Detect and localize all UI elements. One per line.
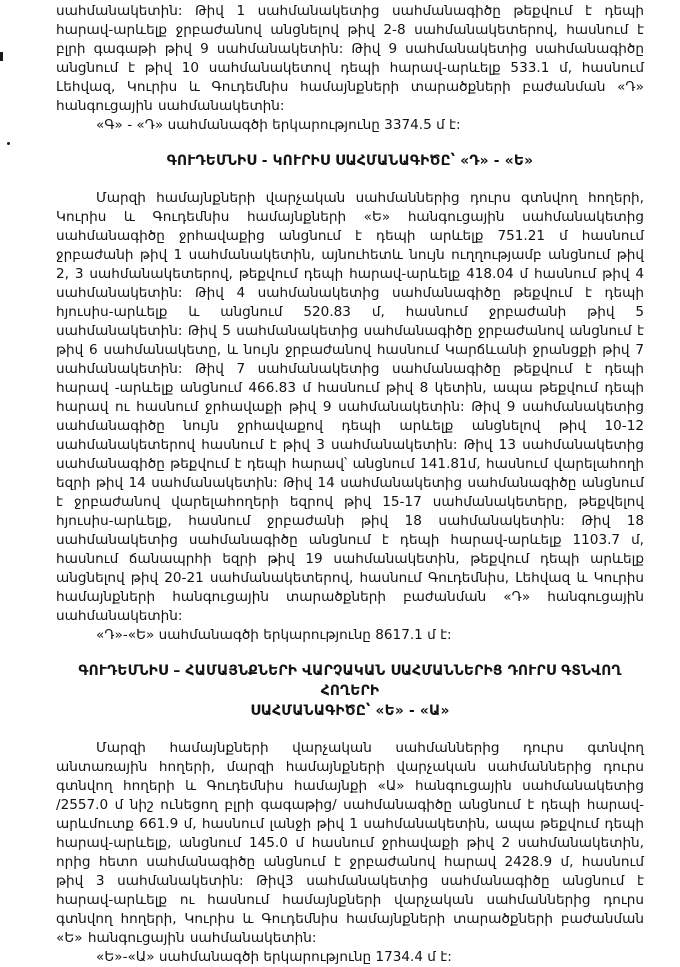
section-heading-gudemnis-outside-lands: [56, 661, 644, 721]
boundary-length-statement-e-a: «Ե»-«Ա» սահմանագծի երկարությունը 1734.4 մ է:: [96, 949, 452, 965]
scan-artifact-tick: [0, 52, 3, 61]
boundary-length-statement-d-e: «Դ»-«Ե» սահմանագծի երկարությունը 8617.1 մ է:: [96, 627, 452, 643]
intro-continuation-paragraph: սահմանակետին: Թիվ 1 սահմանակետից սահմանագիծը թեքվում է դեպի հարավ-արևելք ջրբաժանով անցնելով թիվ 2-8 սահմանակետերով, հասնում է բլրի գագաթի թիվ 9 սահմանակետին: Թիվ 9 սահմանակետից սահմանագիծը անցնում է թիվ 10 սահմանակետով դեպի հարավ-արևելք 533.1 մ, հասնում Լեհվազ, Կուրիս և Գուդեմնիս համայնքների տարածքների բաժանման «Դ» հանգուցային սահմանակետին:: [56, 3, 644, 114]
scan-artifact-dot: [7, 142, 10, 145]
boundary-length-statement-g-d: «Գ» - «Դ» սահմանագծի երկարությունը 3374.5 մ է:: [96, 117, 461, 133]
section-heading-line-1: ԳՈՒԴԵՄՆԻՍ – ՀԱՄԱՅՆՔՆԵՐԻ ՎԱՐՉԱԿԱՆ ՍԱՀՄԱՆՆԵՐԻՑ ԴՈՒՐՍ ԳՏՆՎՈՂ ՀՈՂԵՐԻ: [78, 663, 622, 699]
section-heading-line-2: ՍԱՀՄԱՆԱԳԻԾԸ՝ «Ե» - «Ա»: [250, 703, 450, 719]
section-body-d-e: Մարզի համայնքների վարչական սահմաններից դուրս գտնվող հողերի, Կուրիս և Գուդեմնիս համայնքների «Ե» հանգուցային սահմանակետից սահմանագիծը ջրհավաքից անցնում է դեպի արևելք 751.21 մ հասնում ջրբաժանի թիվ 1 սահմանակետին, այնուհետև նույն ուղղությամբ անցնում թիվ 2, 3 սահմանակետերով, թեքվում դեպի հարավ-արևելք 418.04 մ հասնում թիվ 4 սահմանակետին: Թիվ 4 սահմանակետից սահմանագիծը թեքվում է դեպի հյուսիս-արևելք և անցնում 520.83 մ, հասնում ջրբաժանի թիվ 5 սահմանակետին: Թիվ 5 սահմանակետից սահմանագիծը ջրբաժանով անցնում է թիվ 6 սահմանակետը, և նույն ջրբաժանով հասնում Կարճևանի ջրանցքի թիվ 7 սահմանակետին: Թիվ 7 սահմանակետից սահմանագիծը թեքվում է դեպի հարավ -արևելք անցնում 466.83 մ հասնում թիվ 8 կետին, ապա թեքվում դեպի հարավ ու հասնում ջրհավաքի թիվ 9 սահմանակետին: Թիվ 9 սահմանակետից սահմանագիծը նույն ջրհավաքով դեպի արևելք անցնելով թիվ 10-12 սահմանակետերով հասնում է թիվ 3 սահմանակետին: Թիվ 13 սահմանակետից սահմանագիծը թեքվում է դեպի հարավ՝ անցնում 141.81մ, հասնում վարելահողի եզրի թիվ 14 սահմանակետին: Թիվ 14 սահմանակետից սահմանագիծը անցնում է ջրբաժանով վարելահողերի եզրով թիվ 15-17 սահմանակետերը, թեքվելով հյուսիս-արևելք, հասնում ջրբաժանի թիվ 18 սահմանակետին: Թիվ 18 սահմանակետից սահմանագիծը անցնում է դեպի հարավ-արևելք 1103.7 մ, հասնում ճանապրհի եզրի թիվ 19 սահմանակետին, թեքվում դեպի արևելք անցնելով թիվ 20-21 սահմանակետերով, հասնում Գուդեմնիս, Լեհվազ և Կուրիս համայնքների հանգուցային տարածքների բաժանման «Դ» հանգուցային սահմանակետին:: [56, 190, 644, 624]
section-heading-gudemnis-kuris: ԳՈՒԴԵՄՆԻՍ - ԿՈՒՐԻՍ ՍԱՀՄԱՆԱԳԻԾԸ՝ «Դ» - «Ե»: [166, 153, 534, 169]
section-body-e-a: Մարզի համայնքների վարչական սահմաններից դուրս գտնվող անտառային հողերի, մարզի համայնքների վարչական սահմաններից դուրս գտնվող հողերի և Գուդեմնիս համայնքի «Ա» հանգուցային սահմանակետից /2557.0 մ նիշ ունեցող բլրի գագաթից/ սահմանագիծը անցնում է դեպի հարավ-արևմուտք 661.9 մ, հասնում լանջի թիվ 1 սահմանակետին, ապա թեքվում դեպի հարավ-արևելք, անցնում 145.0 մ հասնում ջրհավաքի թիվ 2 սահմանակետին, որից հետո սահմանագիծը անցնում է ջրբաժանով հարավ 2428.9 մ, հասնում թիվ 3 սահմանակետին: Թիվ3 սահմանակետից սահմանագիծը անցնում է հարավ-արևելք ու հասնում համայնքների վարչական սահմաններից դուրս գտնվող հողերի, Կուրիս և Գուդեմնիս համայնքների տարածքների բաժանման «Ե» հանգուցային սահմանակետին:: [56, 740, 644, 946]
document-page: [56, 2, 644, 967]
